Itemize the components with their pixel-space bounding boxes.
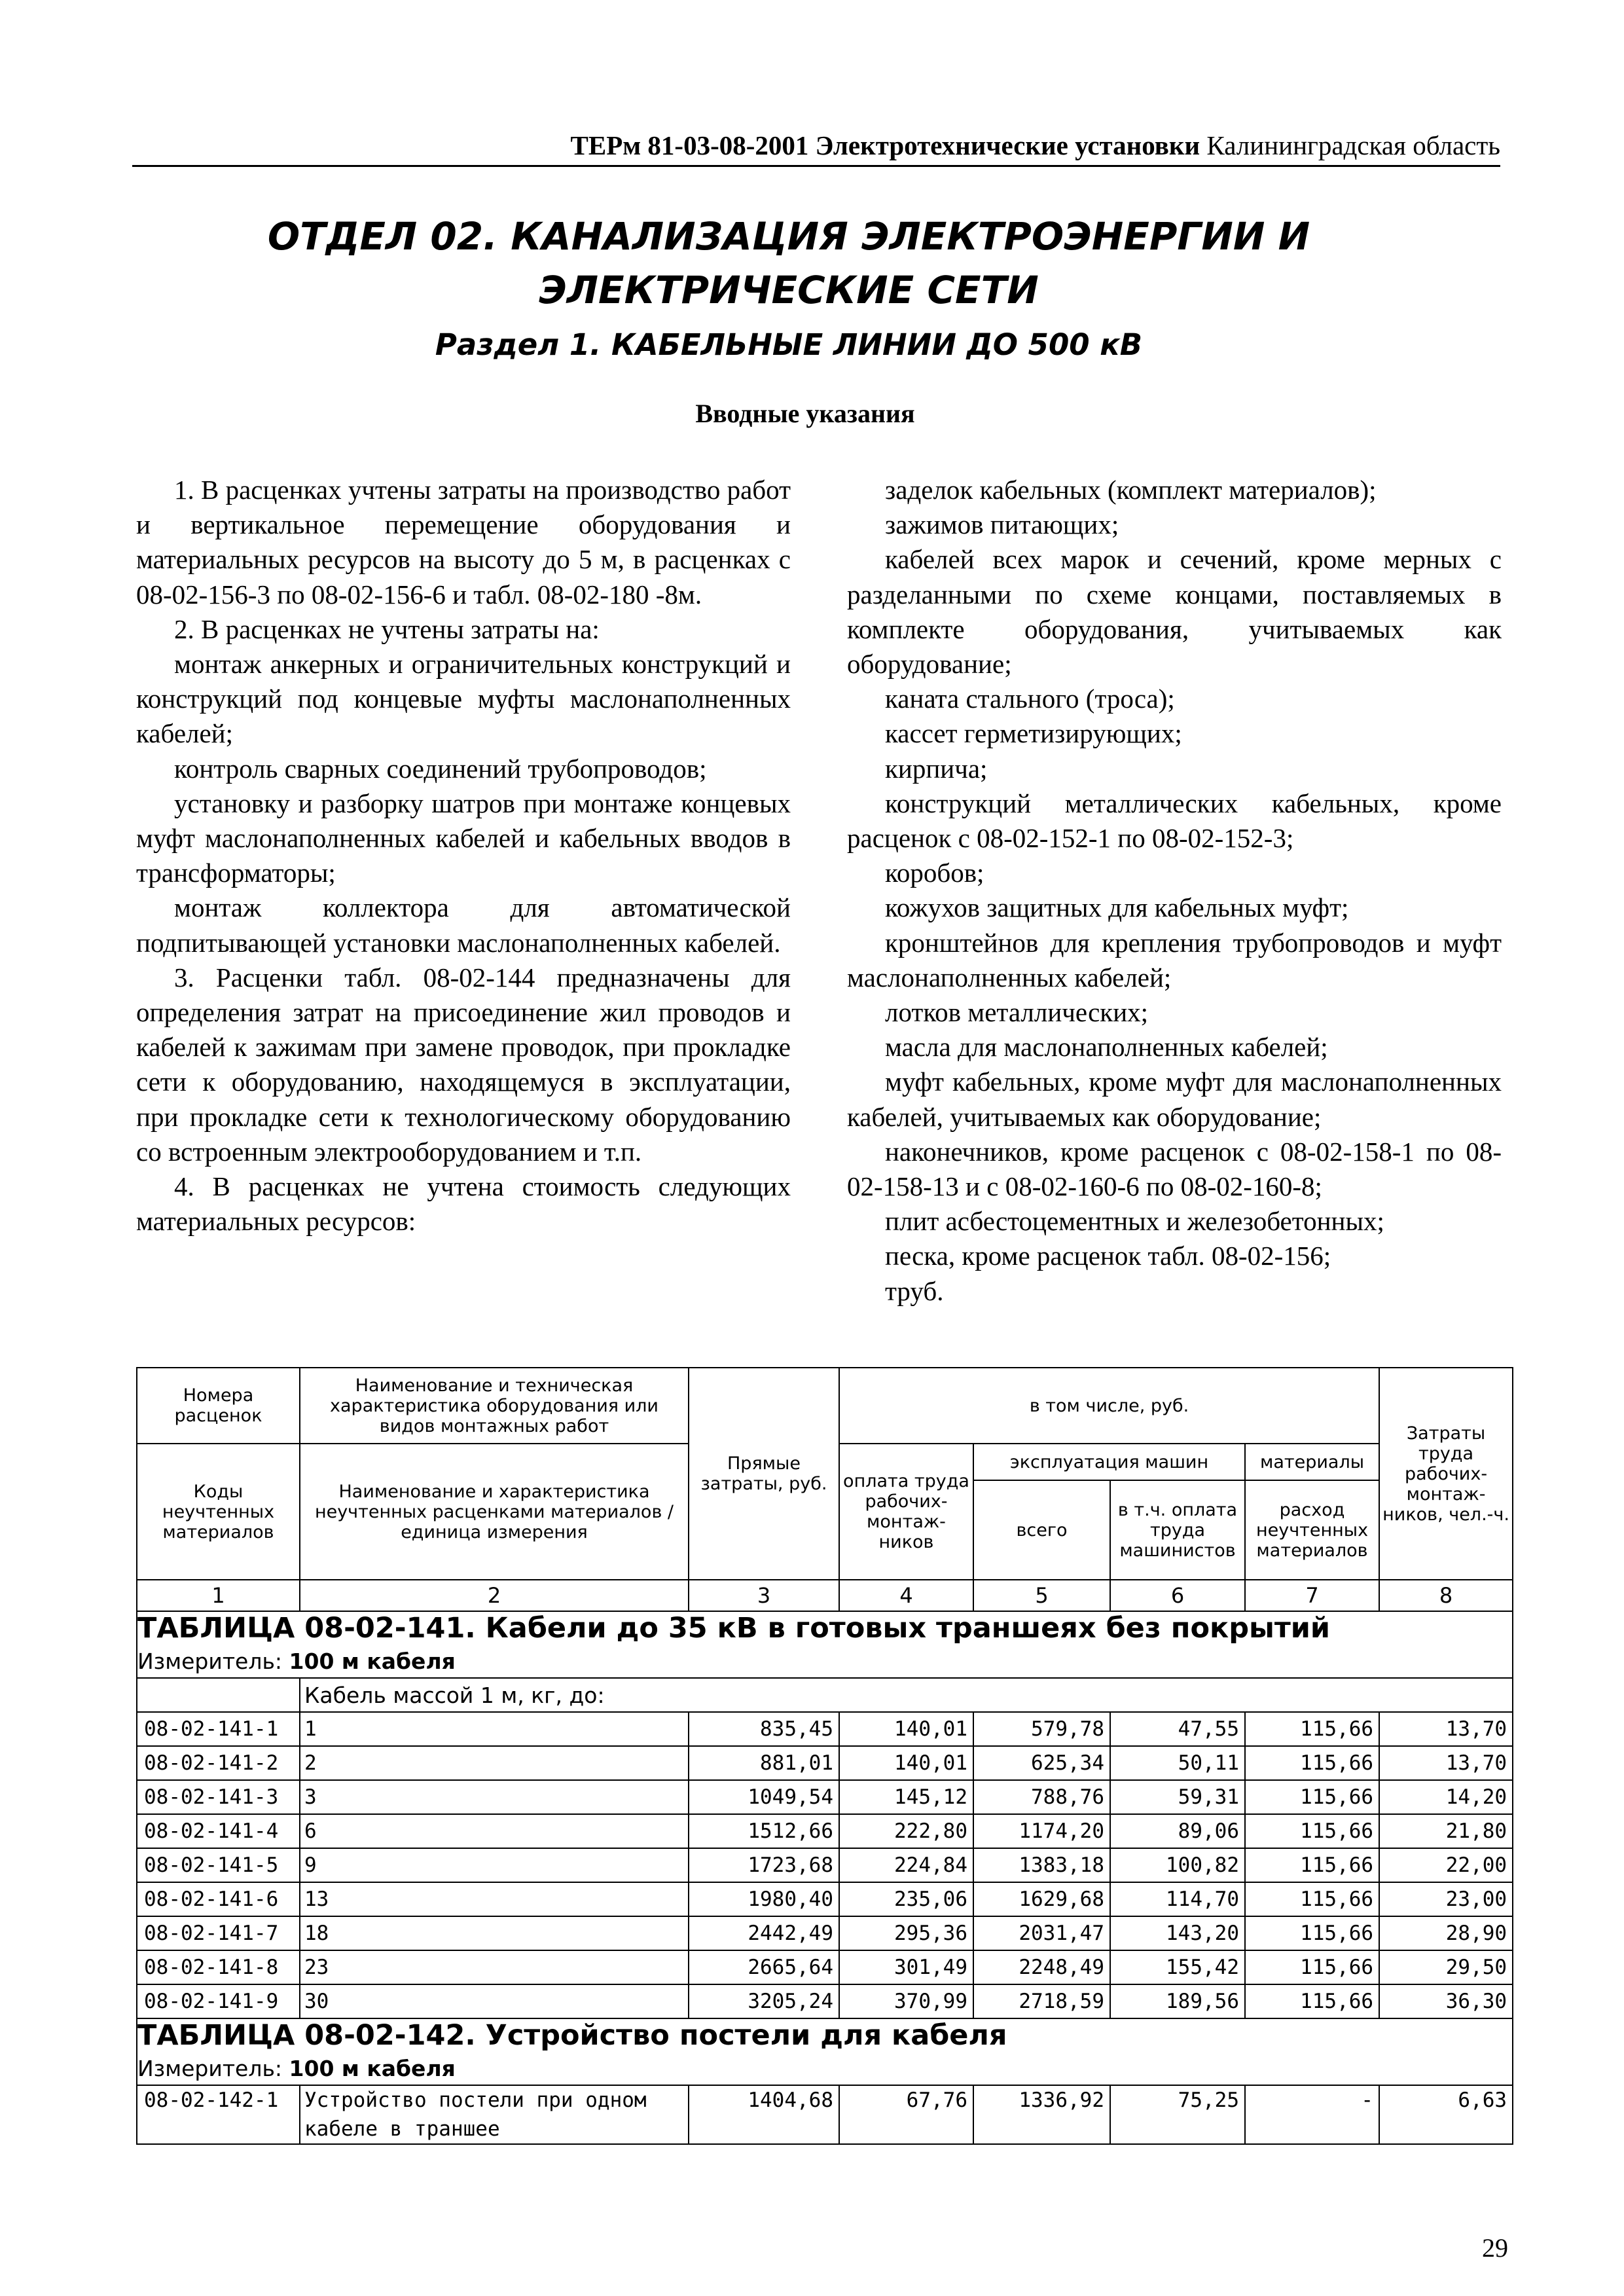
materials: 115,66 [1245,1814,1379,1848]
wage: 140,01 [839,1746,973,1780]
column-number: 5 [973,1580,1110,1611]
table-row [137,1950,1513,1984]
material-item: лотков металлических; [885,997,1149,1028]
intro-paragraph: установку и разборку шатров при монтаже концевых муфт маслонаполненных кабелей и кабельных вводов в трансформаторы; [136,788,791,888]
machinists-wage: 50,11 [1110,1746,1245,1780]
materials: 115,66 [1245,1746,1379,1780]
machines-total: 579,78 [973,1712,1110,1746]
material-item: кронштейнов для крепления трубопроводов и муфт маслонаполненных кабелей; [847,927,1502,993]
header-doc-title: Электротехнические установки [815,130,1200,160]
wage: 145,12 [839,1780,973,1814]
cable-mass: 3 [300,1780,689,1814]
machinists-wage: 155,42 [1110,1950,1245,1984]
column-number: 6 [1110,1580,1245,1611]
measure-label: Измеритель: [137,1648,283,1674]
intro-paragraph: 1. В расценках учтены затраты на производство работ и вертикальное перемещение оборудования и материальных ресурсов на высоту до 5 м, в расценках с 08-02-156-3 по 08-02-156-6 и табл. 08-02-180 -8м. [136,475,791,610]
machinists-wage: 89,06 [1110,1814,1245,1848]
intro-paragraph: 3. Расценки табл. 08-02-144 предназначены для определения затрат на присоединение жил проводов и кабелей к зажимам при замене проводок, при прокладке сети к оборудованию, находящемуся в эксплуатации, при прокладке сети к технологическому оборудованию со встроенным электрооборудованием и т.п. [136,962,791,1167]
wage: 301,49 [839,1950,973,1984]
rates-table-container [136,1367,1509,2145]
column-number: 2 [300,1580,689,1611]
material-item: кожухов защитных для кабельных муфт; [885,892,1349,923]
machines-total: 2031,47 [973,1916,1110,1950]
direct-costs: 1980,40 [689,1882,839,1916]
header-machines-total: всего [973,1480,1110,1580]
direct-costs: 2665,64 [689,1950,839,1984]
cable-mass: 6 [300,1814,689,1848]
rate-code: 08-02-141-3 [137,1780,300,1814]
material-item: каната стального (троса); [885,683,1175,714]
direct-costs: 1512,66 [689,1814,839,1848]
machines-total: 1336,92 [973,2085,1110,2144]
material-item: песка, кроме расценок табл. 08-02-156; [885,1241,1331,1271]
materials: 115,66 [1245,1916,1379,1950]
table-141-group-label: Кабель массой 1 м, кг, до: [300,1678,1513,1712]
column-number: 7 [1245,1580,1379,1611]
machinists-wage: 100,82 [1110,1848,1245,1882]
materials: 115,66 [1245,1780,1379,1814]
material-item: зажимов питающих; [885,509,1119,540]
rate-code: 08-02-141-1 [137,1712,300,1746]
table-row [137,1814,1513,1848]
table-142-title: ТАБЛИЦА 08-02-142. Устройство постели для кабеля [137,2018,1513,2052]
table-141-measure [137,1645,1513,1678]
labor: 36,30 [1379,1984,1513,2018]
machines-total: 1383,18 [973,1848,1110,1882]
intro-left-column [136,473,791,1239]
header-name-top: Наименование и техническая характеристика оборудования или видов монтажных работ [300,1368,689,1444]
table-141-title: ТАБЛИЦА 08-02-141. Кабели до 35 кВ в готовых траншеях без покрытий [137,1611,1513,1645]
column-number: 4 [839,1580,973,1611]
wage: 235,06 [839,1882,973,1916]
header-codes-top: Номера расценок [137,1368,300,1444]
column-number: 8 [1379,1580,1513,1611]
wage: 224,84 [839,1848,973,1882]
header-direct-costs: Прямые затраты, руб. [689,1368,839,1580]
table-row [137,1712,1513,1746]
table-row [137,1780,1513,1814]
cable-mass: 1 [300,1712,689,1746]
rate-code: 08-02-141-5 [137,1848,300,1882]
header-labor: Затраты труда рабочих-монтаж-ников, чел.-ч. [1379,1368,1513,1580]
rates-table [136,1367,1513,2145]
page-number: 29 [1482,2233,1508,2263]
header-incl: в том числе, руб. [839,1368,1379,1444]
material-item: масла для маслонаполненных кабелей; [885,1032,1328,1063]
table-row [137,1746,1513,1780]
materials: 115,66 [1245,1950,1379,1984]
direct-costs: 1049,54 [689,1780,839,1814]
machines-total: 1174,20 [973,1814,1110,1848]
wage: 67,76 [839,2085,973,2144]
cable-mass: 9 [300,1848,689,1882]
table-row [137,1984,1513,2018]
machines-total: 2248,49 [973,1950,1110,1984]
running-header [132,130,1500,167]
labor: 22,00 [1379,1848,1513,1882]
materials: 115,66 [1245,1848,1379,1882]
direct-costs: 3205,24 [689,1984,839,2018]
column-number: 3 [689,1580,839,1611]
cable-mass: 13 [300,1882,689,1916]
machines-total: 2718,59 [973,1984,1110,2018]
section-title: ОТДЕЛ 02. КАНАЛИЗАЦИЯ ЭЛЕКТРОЭНЕРГИИ И ЭЛЕКТРИЧЕСКИЕ СЕТИ [267,214,1310,312]
materials: 115,66 [1245,1712,1379,1746]
wage: 140,01 [839,1712,973,1746]
table-row [137,1848,1513,1882]
rate-code: 08-02-141-8 [137,1950,300,1984]
intro-paragraph: монтаж коллектора для автоматической подпитывающей установки маслонаполненных кабелей. [136,892,791,958]
rate-code: 08-02-141-9 [137,1984,300,2018]
material-item: кабелей всех марок и сечений, кроме мерных с разделанными по схеме концами, поставляемых в комплекте оборудования, учитываемых как оборудование; [847,544,1502,680]
labor: 14,20 [1379,1780,1513,1814]
intro-paragraph: монтаж анкерных и ограничительных конструкций и конструкций под концевые муфты маслонаполненных кабелей; [136,649,791,749]
labor: 29,50 [1379,1950,1513,1984]
measure-label: Измеритель: [137,2055,283,2081]
wage: 222,80 [839,1814,973,1848]
header-doc-code: ТЕРм 81-03-08-2001 [570,130,809,160]
direct-costs: 881,01 [689,1746,839,1780]
material-item: кирпича; [885,753,988,784]
machines-total: 788,76 [973,1780,1110,1814]
column-numbers-row [137,1580,1513,1611]
machinists-wage: 75,25 [1110,2085,1245,2144]
rate-code: 08-02-141-2 [137,1746,300,1780]
header-materials: материалы [1245,1444,1379,1480]
table-row [137,1882,1513,1916]
header-machinists: в т.ч. оплата труда машинистов [1110,1480,1245,1580]
rate-code: 08-02-142-1 [137,2085,300,2144]
material-item: коробов; [885,858,984,888]
intro-title: Вводные указания [695,399,915,428]
material-item: кассет герметизирующих; [885,718,1182,749]
material-item: плит асбестоцементных и железобетонных; [885,1206,1384,1237]
direct-costs: 1404,68 [689,2085,839,2144]
cable-mass: 23 [300,1950,689,1984]
machines-total: 1629,68 [973,1882,1110,1916]
rate-code: 08-02-141-6 [137,1882,300,1916]
intro-right-column [847,473,1502,1309]
wage: 295,36 [839,1916,973,1950]
header-machines: эксплуатация машин [973,1444,1245,1480]
header-name-bottom: Наименование и характеристика неучтенных расценками материалов / единица измерения [300,1444,689,1580]
header-region: Калининградская область [1206,130,1500,160]
table-142-measure [137,2052,1513,2085]
cable-mass: 30 [300,1984,689,2018]
intro-paragraph: 4. В расценках не учтена стоимость следующих материальных ресурсов: [136,1171,791,1237]
measure-value: 100 м кабеля [289,1648,456,1674]
table-141-body [137,1712,1513,2018]
material-item: наконечников, кроме расценок с 08-02-158-1 по 08-02-158-13 и с 08-02-160-6 по 08-02-160-8; [847,1136,1502,1202]
materials: - [1245,2085,1379,2144]
material-item: конструкций металлических кабельных, кроме расценок с 08-02-152-1 по 08-02-152-3; [847,788,1502,854]
intro-paragraph: 2. В расценках не учтены затраты на: [174,613,600,644]
empty-cell [137,1678,300,1712]
direct-costs: 2442,49 [689,1916,839,1950]
direct-costs: 835,45 [689,1712,839,1746]
machinists-wage: 47,55 [1110,1712,1245,1746]
machinists-wage: 59,31 [1110,1780,1245,1814]
labor: 23,00 [1379,1882,1513,1916]
cable-mass: 18 [300,1916,689,1950]
table-row [137,2085,1513,2144]
material-item: труб. [885,1275,944,1306]
work-name: Устройство постели при одном кабеле в траншее [300,2085,689,2144]
machinists-wage: 189,56 [1110,1984,1245,2018]
material-item: муфт кабельных, кроме муфт для маслонаполненных кабелей, учитываемых как оборудование; [847,1066,1502,1132]
header-wage: оплата труда рабочих-монтаж-ников [839,1444,973,1580]
column-number: 1 [137,1580,300,1611]
table-row [137,1916,1513,1950]
materials: 115,66 [1245,1984,1379,2018]
labor: 6,63 [1379,2085,1513,2144]
material-item: заделок кабельных (комплект материалов); [885,475,1377,505]
machinists-wage: 114,70 [1110,1882,1245,1916]
subsection-title: Раздел 1. КАБЕЛЬНЫЕ ЛИНИИ ДО 500 кВ [435,327,1143,362]
rate-code: 08-02-141-7 [137,1916,300,1950]
labor: 13,70 [1379,1712,1513,1746]
rate-code: 08-02-141-4 [137,1814,300,1848]
machinists-wage: 143,20 [1110,1916,1245,1950]
materials: 115,66 [1245,1882,1379,1916]
header-unaccounted: расход неучтенных материалов [1245,1480,1379,1580]
machines-total: 625,34 [973,1746,1110,1780]
cable-mass: 2 [300,1746,689,1780]
header-codes-bottom: Коды неучтенных материалов [137,1444,300,1580]
wage: 370,99 [839,1984,973,2018]
direct-costs: 1723,68 [689,1848,839,1882]
measure-value: 100 м кабеля [289,2055,456,2081]
labor: 21,80 [1379,1814,1513,1848]
intro-paragraph: контроль сварных соединений трубопроводов; [174,753,707,784]
labor: 28,90 [1379,1916,1513,1950]
labor: 13,70 [1379,1746,1513,1780]
